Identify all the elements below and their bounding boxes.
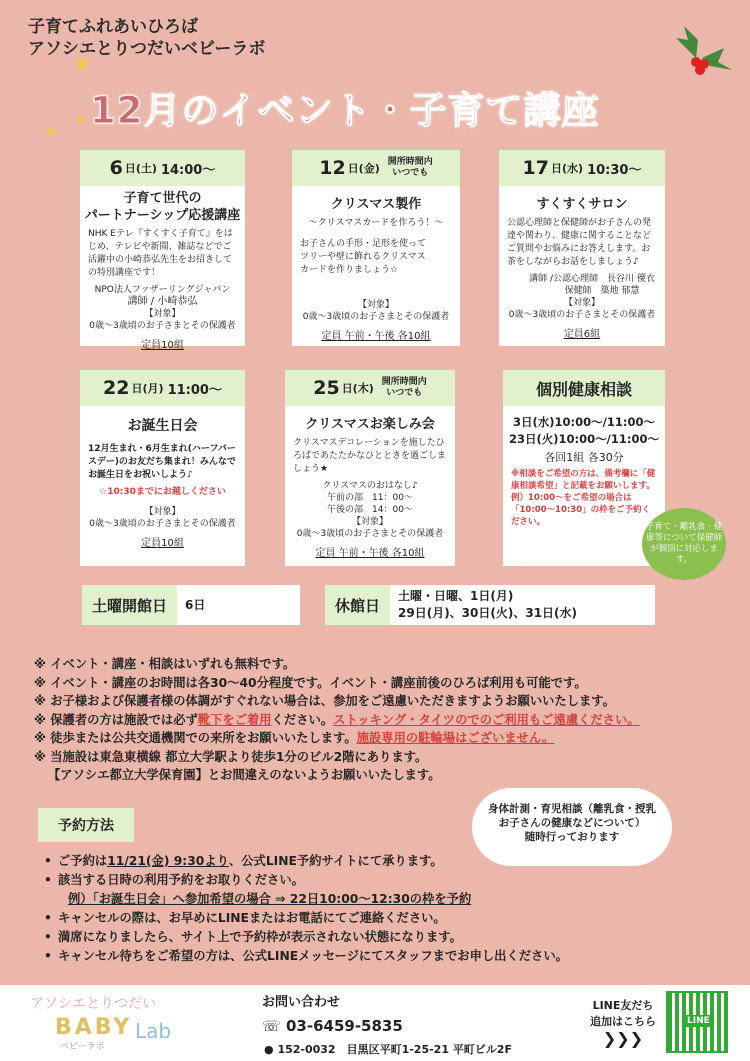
reservation-list — [42, 852, 662, 966]
closed-days-line2: 29日(月)、30日(火)、31日(水) — [398, 606, 578, 620]
reservation-example: 例）「お誕生日会」へ参加希望の場合 ⇒ 22日10:00〜12:30の枠を予約 — [68, 892, 472, 906]
qr-code[interactable] — [666, 991, 728, 1053]
open-days-value: 6日 — [185, 597, 206, 612]
event-dow: 日(土) — [124, 162, 157, 175]
note-emph: 靴下をご着用 — [197, 712, 272, 727]
event-header — [499, 150, 665, 186]
event-note: 開所時間内 いつでも — [387, 157, 433, 178]
star-icon: ★ — [44, 122, 59, 141]
speaker-org: NPO法人ファザーリングジャパン — [94, 285, 231, 295]
line-label — [590, 997, 656, 1048]
speaker2: 保健師 築地 郁慧 — [564, 286, 640, 296]
event-header — [80, 150, 245, 186]
consult-cloud: 身体計測・育児相談（離乳食・授乳 お子さんの健康などについて） 随時行っております — [472, 788, 672, 866]
note-item: ※ イベント・講座のお時間は各30〜40分程度です。イベント・講座前後のひろば利用も可能です。 — [34, 675, 587, 690]
arrow-right-icon: ❯❯❯ — [602, 1029, 644, 1048]
session-pm: 午後の部 14：00〜 — [327, 505, 413, 515]
event-header — [292, 150, 460, 186]
event-day: 6 — [109, 157, 123, 179]
event-card-22 — [80, 370, 245, 566]
org-line1: 子育てふれあいひろば — [28, 17, 198, 37]
holly-icon — [666, 18, 736, 88]
map-pin-icon: ● — [264, 1043, 278, 1056]
note-text: ください。 — [271, 712, 334, 727]
note-text: ※ 徒歩または公共交通機関での来所をお願いいたします。 — [34, 731, 357, 745]
event-title: すくすくサロン — [536, 197, 628, 212]
text: 、公式LINE予約サイトにて承ります。 — [228, 854, 443, 868]
open-days-label: 土曜開館日 — [82, 585, 177, 625]
speaker1: 講師 /公認心理師 長谷川 優衣 — [529, 274, 655, 284]
capacity: 定員 午前・午後 各10組 — [321, 331, 431, 342]
target-label: 【対象】 — [563, 298, 600, 308]
note-text: ※ 保護者の方は施設では必ず — [34, 712, 198, 727]
closed-days-line1: 土曜・日曜、1日(月) — [398, 589, 514, 603]
event-title: クリスマスお楽しみ会 — [305, 417, 435, 432]
event-note: 開所時間内 いつでも — [381, 377, 427, 398]
text: ご予約は — [58, 854, 108, 868]
event-desc: クリスマスデコレーションを施したひろばであたたかなひとときを過ごしましょう★ — [293, 438, 447, 474]
health-line1: 3日(水)10:00〜/11:00〜 — [513, 415, 655, 429]
note-emph: 施設専用の駐輪場はございません。 — [356, 731, 555, 745]
event-time: 11:00〜 — [167, 382, 222, 398]
line-label2: 追加はこちら — [590, 1015, 656, 1028]
phone-number[interactable]: 03-6459-5835 — [285, 1017, 403, 1035]
health-bubble: 子育て・離乳食・健康等について保健師が個別に対応します。 — [642, 508, 726, 580]
event-card-25 — [285, 370, 455, 566]
closed-days-label: 休館日 — [325, 585, 390, 625]
event-header — [80, 370, 245, 406]
event-time: 14:00〜 — [160, 162, 216, 178]
reservation-label: 予約方法 — [38, 808, 134, 842]
reservation-item: • 満席になりましたら、サイト上で予約枠が表示されない状態になります。 — [42, 928, 662, 947]
target: 0歳〜3歳頃のお子さまとその保護者 — [508, 310, 656, 320]
target: 0歳〜3歳頃のお子さまとその保護者 — [296, 529, 444, 539]
org-line2: アソシエとりつだいベビーラボ — [28, 39, 266, 59]
target-label: 【対象】 — [357, 300, 394, 310]
open-days-bar — [82, 585, 300, 625]
event-desc: 公認心理師と保健師がお子さんの発達や関わり、健康に関することなどご質問やお悩みにお答えします。お茶をしながらお話をしましょう♪ — [507, 218, 652, 267]
note-item — [34, 729, 734, 748]
qr-label: LINE — [684, 1015, 713, 1027]
event-desc: NHK Eテレ『すくすく子育て』をはじめ、テレビや新聞、雑誌などでご活躍中の小崎恭弘先生をお招きしての特別講座です！ — [88, 229, 233, 278]
health-note: ※相談をご希望の方は、備考欄に「健康相談希望」と記載をお願いします。 例）10:00〜をご希望の場合は「10:00〜10:30」の枠をご予約ください。 — [511, 469, 656, 527]
star-icon: ★ — [74, 112, 87, 128]
phone — [262, 1017, 403, 1035]
health-line2: 23日(火)10:00〜/11:00〜 — [509, 432, 659, 446]
footer — [0, 985, 750, 1061]
story: クリスマスのおはなし♪ — [322, 481, 418, 491]
logo-sub: ベビーラボ — [60, 1042, 105, 1052]
reservation-item: • キャンセルの際は、お早めにLINEまたはお電話にてご連絡ください。 — [42, 909, 662, 928]
org-name — [28, 16, 265, 60]
event-title: お誕生日会 — [127, 418, 198, 434]
event-day: 22 — [103, 377, 130, 399]
event-title: 子育て世代の パートナーシップ応援講座 — [84, 191, 241, 223]
note-item: 【アソシエ都立大学保育園】とお間違えのないようお願いいたします。 — [48, 768, 441, 782]
note-emph: ストッキング・タイツのでのご利用もご遠慮ください。 — [333, 712, 640, 727]
event-card-6 — [80, 150, 245, 351]
phone-icon: ☏ — [262, 1017, 286, 1035]
event-day: 17 — [522, 157, 549, 179]
note-item — [34, 711, 734, 730]
line-label1: LINE友だち — [592, 999, 654, 1012]
notes — [34, 655, 734, 785]
capacity: 定員6組 — [563, 329, 601, 340]
logo-lab: Lab — [135, 1019, 172, 1043]
capacity: 定員 午前・午後 各10組 — [315, 548, 425, 559]
target: 0歳〜3歳頃のお子さまとその保護者 — [89, 321, 236, 331]
target-label: 【対象】 — [144, 309, 181, 319]
event-dow: 日(金) — [347, 162, 380, 175]
closed-days-bar — [325, 585, 655, 625]
note-item: ※ 当施設は東急東横線 都立大学駅より徒歩1分のビル2階にあります。 — [34, 749, 428, 764]
target-label: 【対象】 — [351, 517, 388, 527]
reservation-item: • キャンセル待ちをご希望の方は、公式LINEメッセージにてスタッフまでお申し出ください。 — [42, 947, 662, 966]
event-card-17 — [499, 150, 665, 346]
address-text: 152-0032 目黒区平町1-25-21 平町ビル2F — [277, 1043, 512, 1056]
event-header — [285, 370, 455, 406]
event-dow: 日(水) — [551, 162, 584, 175]
event-dow: 日(月) — [131, 382, 164, 395]
health-card — [503, 370, 665, 566]
event-dow: 日(木) — [341, 382, 374, 395]
session-am: 午前の部 11：00〜 — [327, 493, 413, 503]
capacity: 定員10組 — [141, 340, 184, 351]
event-desc: 12月生まれ・6月生まれ(ハーフバースデー)のお友だち集まれ！みんなでお誕生日をお祝いしよう♪ — [88, 444, 236, 480]
logo-top: アソシエとりつだい — [30, 996, 156, 1012]
note-item: ※ お子様および保護者様の体調がすぐれない場合は、参加をご遠慮いただきますようお願いいたします。 — [34, 694, 615, 708]
event-title: クリスマス製作 — [330, 197, 422, 212]
speaker: 講師 / 小崎恭弘 — [127, 296, 198, 307]
health-line3: 各回1組 各30分 — [544, 451, 624, 464]
star-icon: ★ — [72, 52, 92, 77]
event-desc: お子さんの手形・足形を使って ツリーや壁に飾れるクリスマス カードを作りましょう☆ — [300, 239, 427, 275]
logo-main: BABY — [55, 1015, 133, 1040]
health-title: 個別健康相談 — [503, 370, 665, 406]
reservation-item: • 該当する日時の利用予約をお取りください。 — [42, 871, 662, 890]
closed-days-value — [390, 588, 577, 622]
target: 0歳〜3歳頃のお子さまとその保護者 — [89, 519, 236, 529]
address — [264, 1041, 512, 1057]
event-day: 12 — [319, 157, 346, 179]
target: 0歳〜3歳頃のお子さまとその保護者 — [302, 312, 450, 322]
event-day: 25 — [313, 377, 340, 399]
target-label: 【対象】 — [144, 507, 181, 517]
text: 11/21(金) 9:30より — [107, 854, 229, 868]
event-card-12 — [292, 150, 460, 346]
event-warning: ☆10:30までにお越しください — [99, 487, 226, 497]
event-subtitle: 〜クリスマスカードを作ろう！〜 — [308, 218, 444, 228]
event-time: 10:30〜 — [587, 162, 642, 178]
note-item: ※ イベント・講座・相談はいずれも無料です。 — [34, 657, 296, 671]
capacity: 定員10組 — [141, 538, 184, 549]
contact-label: お問い合わせ — [262, 995, 341, 1010]
page-title: 12月のイベント・子育て講座 — [90, 89, 600, 132]
